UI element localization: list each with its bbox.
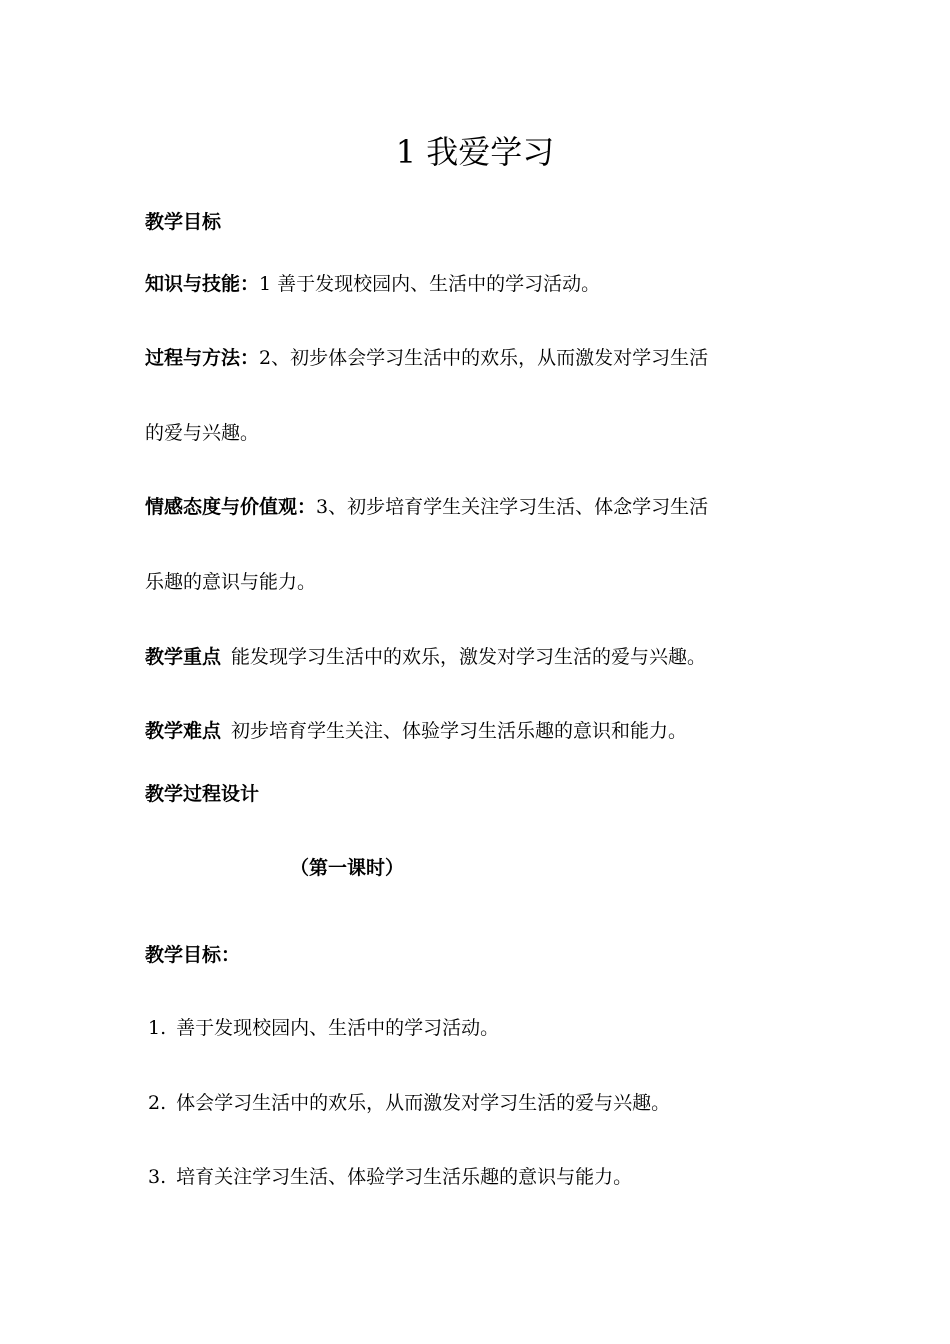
item-text: 培育关注学习生活、体验学习生活乐趣的意识与能力。 bbox=[176, 1166, 633, 1188]
lesson-goal-item bbox=[148, 1165, 632, 1189]
item-number: 2. bbox=[148, 1092, 167, 1114]
lesson-heading: （第一课时） bbox=[290, 857, 405, 879]
goal-text: 3、初步培育学生关注学习生活、体念学习生活 bbox=[316, 496, 709, 518]
goal-process bbox=[145, 346, 708, 370]
lesson-goal-heading: 教学目标： bbox=[145, 944, 241, 966]
item-number: 3. bbox=[148, 1166, 167, 1188]
difficulty bbox=[145, 719, 687, 743]
key-point-text: 能发现学习生活中的欢乐，激发对学习生活的爱与兴趣。 bbox=[231, 646, 707, 668]
goal-process-continuation: 的爱与兴趣。 bbox=[145, 422, 260, 444]
goal-knowledge bbox=[145, 272, 600, 296]
goal-label: 过程与方法： bbox=[145, 347, 260, 369]
goal-text: 2、初步体会学习生活中的欢乐，从而激发对学习生活 bbox=[259, 347, 709, 369]
goal-text: 1 善于发现校园内、生活中的学习活动。 bbox=[259, 273, 601, 295]
difficulty-label: 教学难点 bbox=[145, 720, 222, 742]
goal-label: 知识与技能： bbox=[145, 273, 260, 295]
lesson-goal-item bbox=[148, 1091, 670, 1115]
item-text: 善于发现校园内、生活中的学习活动。 bbox=[176, 1017, 500, 1039]
goal-attitude bbox=[145, 495, 708, 519]
key-point bbox=[145, 645, 706, 669]
item-number: 1. bbox=[148, 1017, 167, 1039]
difficulty-text: 初步培育学生关注、体验学习生活乐趣的意识和能力。 bbox=[231, 720, 688, 742]
lesson-goal-item bbox=[148, 1016, 499, 1040]
item-text: 体会学习生活中的欢乐，从而激发对学习生活的爱与兴趣。 bbox=[176, 1092, 671, 1114]
process-heading: 教学过程设计 bbox=[145, 783, 260, 805]
document-title: 1 我爱学习 bbox=[395, 133, 555, 171]
key-point-label: 教学重点 bbox=[145, 646, 222, 668]
goal-attitude-continuation: 乐趣的意识与能力。 bbox=[145, 571, 317, 593]
goal-label: 情感态度与价值观： bbox=[145, 496, 317, 518]
section-heading-goals: 教学目标 bbox=[145, 211, 222, 233]
